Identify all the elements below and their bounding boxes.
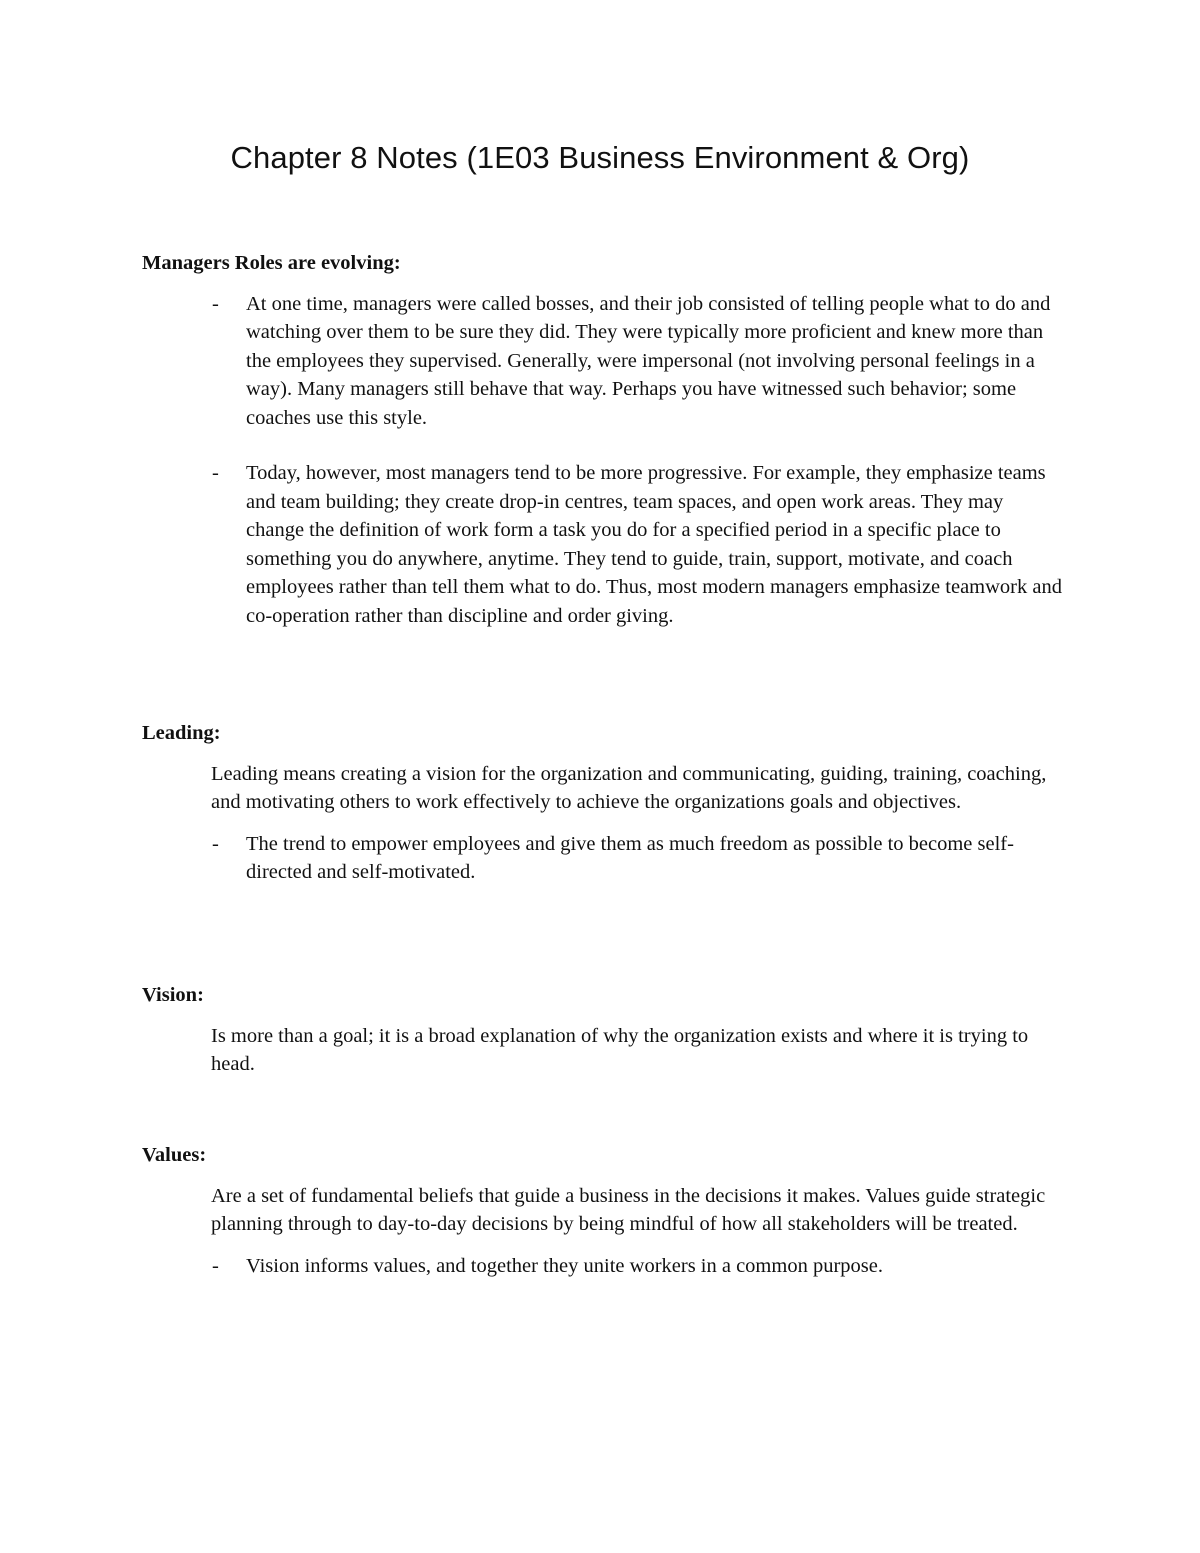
list-item-text: The trend to empower employees and give them as much freedom as possible to become self-directed and self-motivated.: [246, 832, 1014, 883]
section-vision: [142, 981, 1072, 1092]
list-item-text: At one time, managers were called bosses, and their job consisted of telling people what to do and watching over them to be sure they did. They were typically more proficient and knew more than the employees they supervised. Generally, were impersonal (not involving personal feelings in a way). Many managers still behave that way. Perhaps you have witnessed such behavior; some coaches use this style.: [246, 292, 1051, 429]
list-item: [142, 1252, 1066, 1281]
list-item-text: Today, however, most managers tend to be more progressive. For example, they emphasize teams and team building; they create drop-in centres, team spaces, and open work areas. They may change the definition of work form a task you do for a specified period in a specific place to something you do anywhere, anytime. They tend to guide, train, support, motivate, and coach employees rather than tell them what to do. Thus, most modern managers emphasize teamwork and co-operation rather than discipline and order giving.: [246, 462, 1062, 627]
section-heading: Values:: [142, 1144, 207, 1166]
list-item: [142, 830, 1066, 887]
section-heading: Leading:: [142, 722, 221, 744]
dash-bullet-icon: -: [212, 462, 219, 484]
section-managers-roles: [142, 249, 1072, 657]
section-leading: [142, 719, 1072, 914]
bullet-list: [142, 830, 1072, 887]
dash-bullet-icon: -: [212, 1254, 219, 1277]
page-title: Chapter 8 Notes (1E03 Business Environment & Org): [230, 140, 970, 175]
dash-bullet-icon: -: [212, 832, 219, 855]
list-item-text: Vision informs values, and together they unite workers in a common purpose.: [246, 1254, 883, 1277]
bullet-list: [142, 290, 1072, 631]
section-paragraph: Leading means creating a vision for the organization and communicating, guiding, training, coaching, and motivating others to work effectively to achieve the organizations goals and objectives.: [211, 762, 1047, 813]
list-item: [142, 290, 1066, 433]
bullet-list: [142, 1252, 1072, 1281]
dash-bullet-icon: -: [212, 292, 219, 315]
section-heading: Vision:: [142, 984, 204, 1006]
section-heading: Managers Roles are evolving:: [142, 252, 401, 274]
section-paragraph: Are a set of fundamental beliefs that guide a business in the decisions it makes. Values guide strategic planning through to day-to-day decisions by being mindful of how all stakeholders will be treated.: [211, 1184, 1046, 1235]
section-values: [142, 1141, 1072, 1307]
list-item: [142, 459, 1066, 630]
section-paragraph: Is more than a goal; it is a broad explanation of why the organization exists and where it is trying to head.: [211, 1024, 1029, 1075]
